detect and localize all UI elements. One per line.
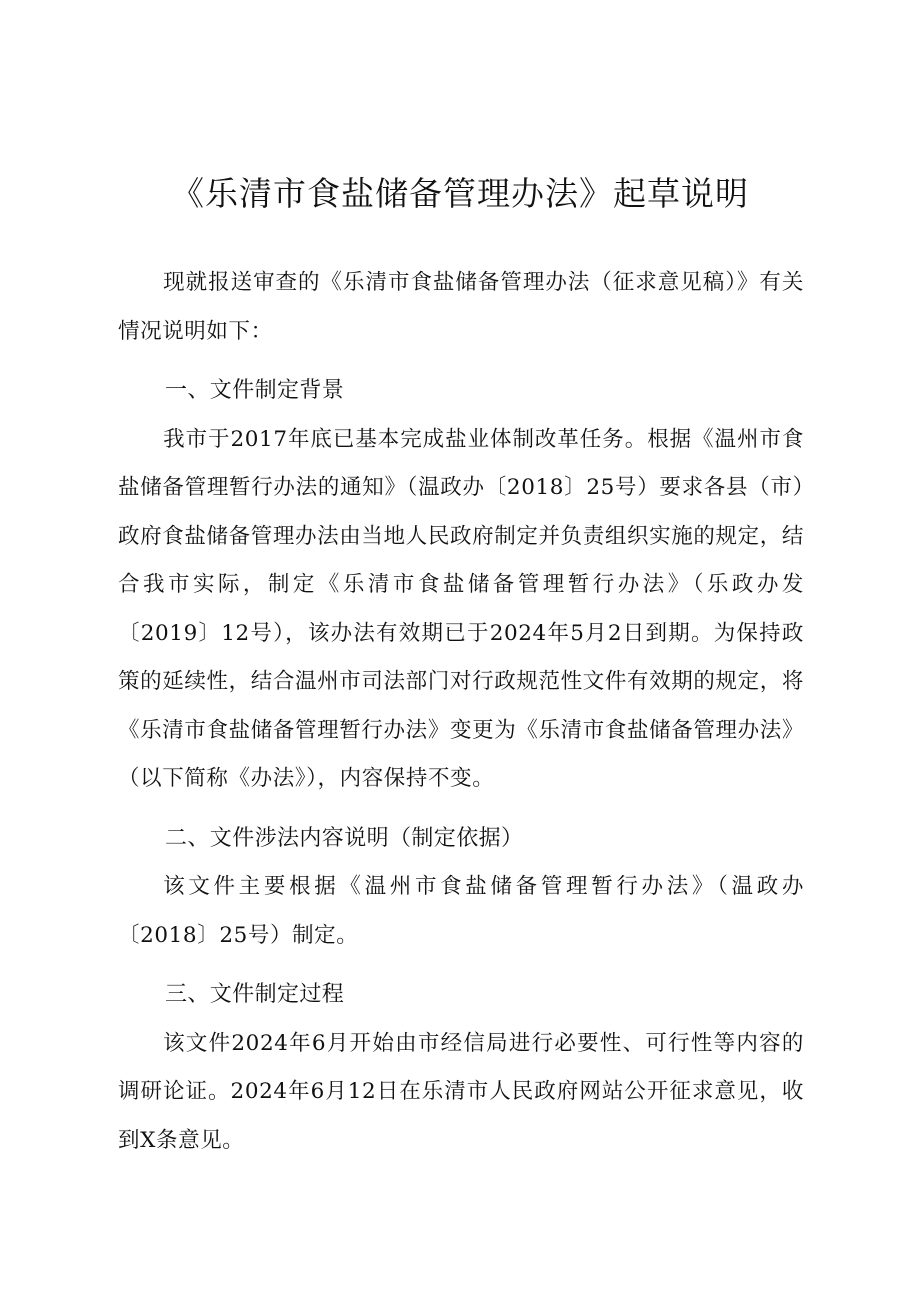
section-heading-legal-basis: 二、文件涉法内容说明（制定依据） <box>165 825 524 851</box>
spacer <box>118 356 804 367</box>
section-heading-process: 三、文件制定过程 <box>165 982 345 1007</box>
document-title: 《乐清市食盐储备管理办法》起草说明 <box>171 174 749 213</box>
spacer <box>118 960 804 971</box>
document-body <box>118 259 804 1165</box>
section-body-background: 我市于2017年底已基本完成盐业体制改革任务。根据《温州市食盐储备管理暂行办法的通知》（温政办〔2018〕25号）要求各县（市）政府食盐储备管理办法由当地人民政府制定并负责组织实施的规定，结合我市实际，制定《乐清市食盐储备管理暂行办法》（乐政办发〔2019〕12号），该办法有效期已于2024年5月2日到期。为保持政策的延续性，结合温州市司法部门对行政规范性文件有效期的规定，将《乐清市食盐储备管理暂行办法》变更为《乐清市食盐储备管理办法》（以下简称《办法》），内容保持不变。 <box>118 426 804 791</box>
intro-paragraph: 现就报送审查的《乐清市食盐储备管理办法（征求意见稿）》有关情况说明如下： <box>118 270 804 344</box>
spacer <box>118 804 804 815</box>
section-body-legal-basis: 该文件主要根据《温州市食盐储备管理暂行办法》（温政办〔2018〕25号）制定。 <box>118 874 804 948</box>
section-body-process: 该文件2024年6月开始由市经信局进行必要性、可行性等内容的调研论证。2024年6月12日在乐清市人民政府网站公开征求意见，收到X条意见。 <box>118 1030 804 1153</box>
section-heading-background: 一、文件制定背景 <box>165 378 345 403</box>
